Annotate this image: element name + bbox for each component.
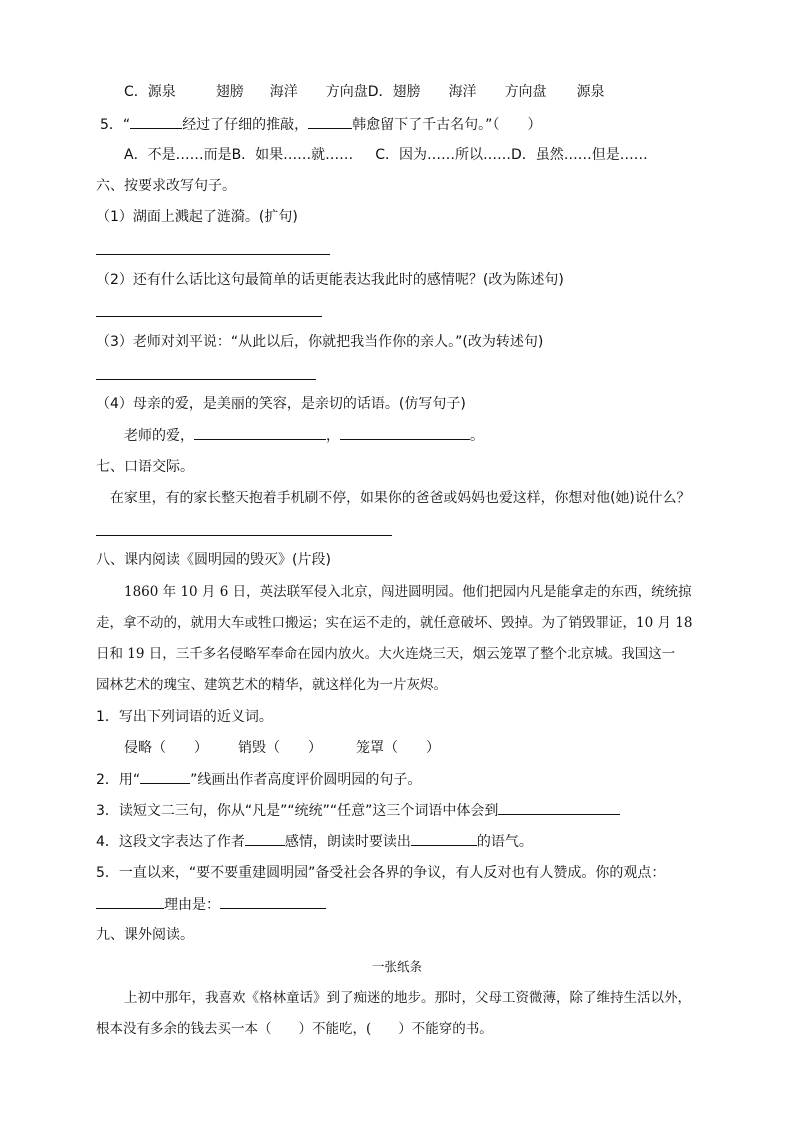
passage-line: 走，拿不动的，就用大车或牲口搬运；实在运不走的，就任意破坏、毁掉。为了销毁罪证，10 月 18 <box>96 615 693 631</box>
option-d-word1: 海洋 <box>448 84 477 100</box>
sec6-item-4-answer: 老师的爱， ， 。 <box>124 425 484 446</box>
section-6-title: 六、按要求改写句子。 <box>96 178 236 194</box>
q5-option-c: C．因为……所以…… <box>375 147 511 163</box>
answer-blank[interactable] <box>96 894 164 909</box>
option-c-word2: 海洋 <box>269 84 298 100</box>
passage-line: 日和 19 日，三千多名侵略军奉命在园内放火。大火连烧三天，烟云笼罩了整个北京城。我国这一 <box>96 646 676 662</box>
answer-blank[interactable] <box>140 769 190 784</box>
option-d-word2: 方向盘 <box>504 84 547 100</box>
sec7-prompt: 在家里，有的家长整天抱着手机刷不停，如果你的爸爸或妈妈也爱这样，你想对他(她)说什么？ <box>110 490 691 506</box>
story-line: 上初中那年，我喜欢《格林童话》到了痴迷的地步。那时，父母工资微薄，除了维持生活以外， <box>124 990 691 1006</box>
option-c-word3: 方向盘 <box>325 84 368 100</box>
answer-blank[interactable] <box>245 831 285 846</box>
sec6-item-1: （1）湖面上溅起了涟漪。(扩句) <box>96 209 298 225</box>
answer-line[interactable] <box>96 316 322 317</box>
passage-line: 1860 年 10 月 6 日，英法联军侵入北京，闯进圆明园。他们把园内凡是能拿走的东西，统统掠 <box>124 584 692 600</box>
sec8-question-1: 1．写出下列词语的近义词。 <box>96 709 273 725</box>
answer-blank[interactable] <box>498 800 620 815</box>
answer-blank[interactable] <box>220 894 326 909</box>
section-9-title: 九、课外阅读。 <box>96 927 194 943</box>
answer-line[interactable] <box>96 254 330 255</box>
sec6-item-2: （2）还有什么话比这句最简单的话更能表达我此时的感情呢？(改为陈述句) <box>96 272 564 288</box>
sec6-item-3: （3）老师对刘平说：“从此以后，你就把我当作你的亲人。”(改为转述句) <box>96 334 544 350</box>
option-d-word3: 源泉 <box>576 84 605 100</box>
passage-line: 园林艺术的瑰宝、建筑艺术的精华，就这样化为一片灰烬。 <box>96 677 447 693</box>
q5-option-a: A．不是……而是 <box>124 147 232 163</box>
question-5: 5．“ 经过了仔细的推敲， 韩愈留下了千古名句。”（ ） <box>100 114 541 135</box>
q5-option-b: B．如果……就…… <box>231 147 354 163</box>
option-d: D．翅膀 <box>367 84 421 100</box>
section-7-title: 七、口语交际。 <box>96 459 194 475</box>
option-c-word1: 翅膀 <box>215 84 244 100</box>
option-c: C．源泉 <box>124 84 176 100</box>
q5-option-d: D．虽然……但是…… <box>510 147 648 163</box>
q5-number: 5． <box>100 117 123 133</box>
answer-blank[interactable] <box>194 425 326 440</box>
sec8-question-5: 5．一直以来，“要不要重建圆明园”备受社会各界的争议，有人反对也有人赞成。你的观点： <box>96 865 666 881</box>
sec6-item-4: （4）母亲的爱，是美丽的笑容，是亲切的话语。(仿写句子) <box>96 396 466 412</box>
sec8-question-2: 2．用“ ”线画出作者高度评价圆明园的句子。 <box>96 769 421 790</box>
sec8-question-4: 4．这段文字表达了作者 感情，朗读时要读出 的语气。 <box>96 831 533 852</box>
story-title: 一张纸条 <box>371 959 422 974</box>
story-line: 根本没有多余的钱去买一本（ ）不能吃，( ）不能穿的书。 <box>96 1021 493 1037</box>
option-row-cd <box>124 82 605 102</box>
q5-options <box>124 145 648 165</box>
sec8-question-3: 3．读短文二三句，你从“凡是”“统统”“任意”这三个词语中体会到 <box>96 800 620 821</box>
sec8-question-1-words: 侵略（ ） 销毁（ ） 笼罩（ ） <box>124 740 440 756</box>
sec8-question-5-answer: 理由是： <box>96 894 326 915</box>
answer-blank[interactable] <box>130 114 182 129</box>
answer-blank[interactable] <box>411 831 477 846</box>
answer-blank[interactable] <box>340 425 470 440</box>
section-8-title: 八、课内阅读《圆明园的毁灭》(片段) <box>96 552 331 568</box>
answer-line[interactable] <box>96 535 392 536</box>
answer-line[interactable] <box>96 379 316 380</box>
answer-blank[interactable] <box>308 114 352 129</box>
